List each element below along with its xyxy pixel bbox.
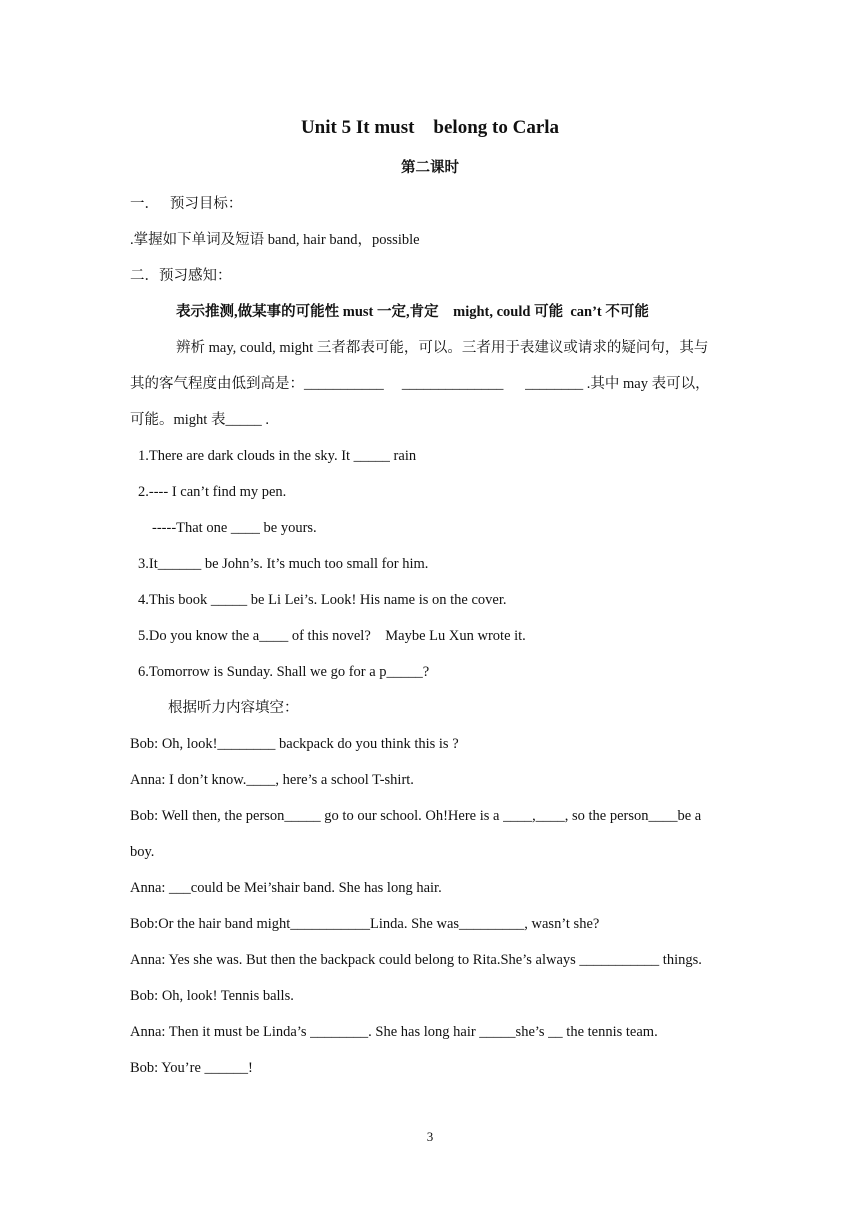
exercise-4: 4.This book _____ be Li Lei’s. Look! His name is on the cover. — [138, 592, 507, 608]
lesson-subtitle: 第二课时 — [401, 160, 459, 176]
paragraph-line-2: 其的客气程度由低到高是：___________ ______________ ________ .其中 may 表可以， — [130, 376, 710, 392]
dialogue-line: Bob: Oh, look!________ backpack do you think this is ? — [130, 736, 459, 752]
exercise-5: 5.Do you know the a____ of this novel? Maybe Lu Xun wrote it. — [138, 628, 526, 644]
paragraph-line-1: 辨析 may, could, might 三者都表可能，可以。三者用于表建议或请求的疑问句，其与 — [176, 340, 709, 356]
page-number: 3 — [426, 1129, 434, 1144]
section2-heading: 二．预习感知： — [130, 268, 232, 284]
dialogue-line: Anna: Then it must be Linda’s ________. She has long hair _____she’s __ the tennis team. — [130, 1024, 658, 1040]
exercise-1: 1.There are dark clouds in the sky. It _____ rain — [138, 448, 417, 464]
exercise-2-reply: -----That one ____ be yours. — [152, 520, 317, 536]
exercise-6: 6.Tomorrow is Sunday. Shall we go for a p_____? — [138, 664, 430, 680]
dialogue-line: Anna: Yes she was. But then the backpack could belong to Rita.She’s always ___________ things. — [130, 952, 702, 968]
dialogue-line: Anna: ___could be Mei’shair band. She has long hair. — [130, 880, 442, 896]
exercise-2: 2.---- I can’t find my pen. — [138, 484, 287, 500]
document-title: Unit 5 It must belong to Carla — [300, 117, 560, 138]
dialogue-line: boy. — [130, 844, 155, 860]
dialogue-line: Bob: You’re ______! — [130, 1060, 253, 1076]
grammar-note: 表示推测,做某事的可能性 must 一定,肯定 might, could 可能 can’t 不可能 — [176, 304, 649, 320]
dialogue-line: Anna: I don’t know.____, here’s a school T-shirt. — [130, 772, 414, 788]
dialogue-line: Bob: Oh, look! Tennis balls. — [130, 988, 294, 1004]
exercise-3: 3.It______ be John’s. It’s much too small for him. — [138, 556, 429, 572]
dialogue-line: Bob:Or the hair band might___________Linda. She was_________, wasn’t she? — [130, 916, 600, 932]
section1-heading: 一． 预习目标： — [130, 196, 243, 212]
dialogue-line: Bob: Well then, the person_____ go to our school. Oh!Here is a ____,____, so the person____be a — [130, 808, 702, 824]
paragraph-line-3: 可能。might 表_____ . — [130, 412, 269, 428]
section1-text: .掌握如下单词及短语 band, hair band，possible — [130, 232, 420, 248]
listening-heading: 根据听力内容填空： — [168, 700, 299, 716]
